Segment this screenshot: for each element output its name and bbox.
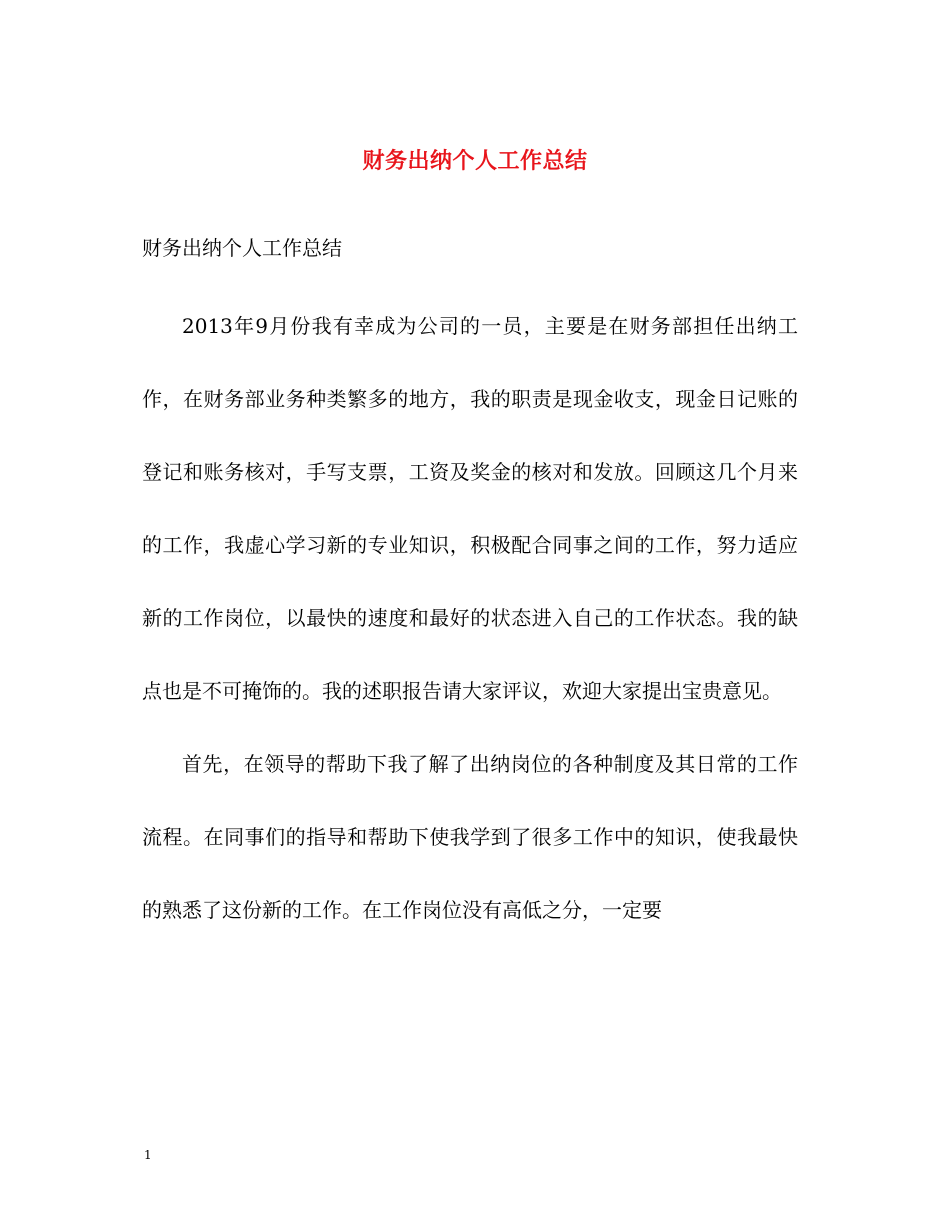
paragraph-2: 首先，在领导的帮助下我了解了出纳岗位的各种制度及其日常的工作流程。在同事们的指导和帮助下使我学到了很多工作中的知识，使我最快的熟悉了这份新的工作。在工作岗位没有高低之分，一定要	[142, 752, 798, 922]
page-number: 1	[144, 1148, 152, 1162]
document-title: 财务出纳个人工作总结	[362, 148, 588, 174]
document-subtitle: 财务出纳个人工作总结	[142, 236, 342, 260]
document-body	[142, 290, 798, 947]
paragraph-1: 2013年9月份我有幸成为公司的一员，主要是在财务部担任出纳工作，在财务部业务种类繁多的地方，我的职责是现金收支，现金日记账的登记和账务核对，手写支票，工资及奖金的核对和发放。回顾这几个月来的工作，我虚心学习新的专业知识，积极配合同事之间的工作，努力适应新的工作岗位，以最快的速度和最好的状态进入自己的工作状态。我的缺点也是不可掩饰的。我的述职报告请大家评议，欢迎大家提出宝贵意见。	[142, 314, 798, 703]
